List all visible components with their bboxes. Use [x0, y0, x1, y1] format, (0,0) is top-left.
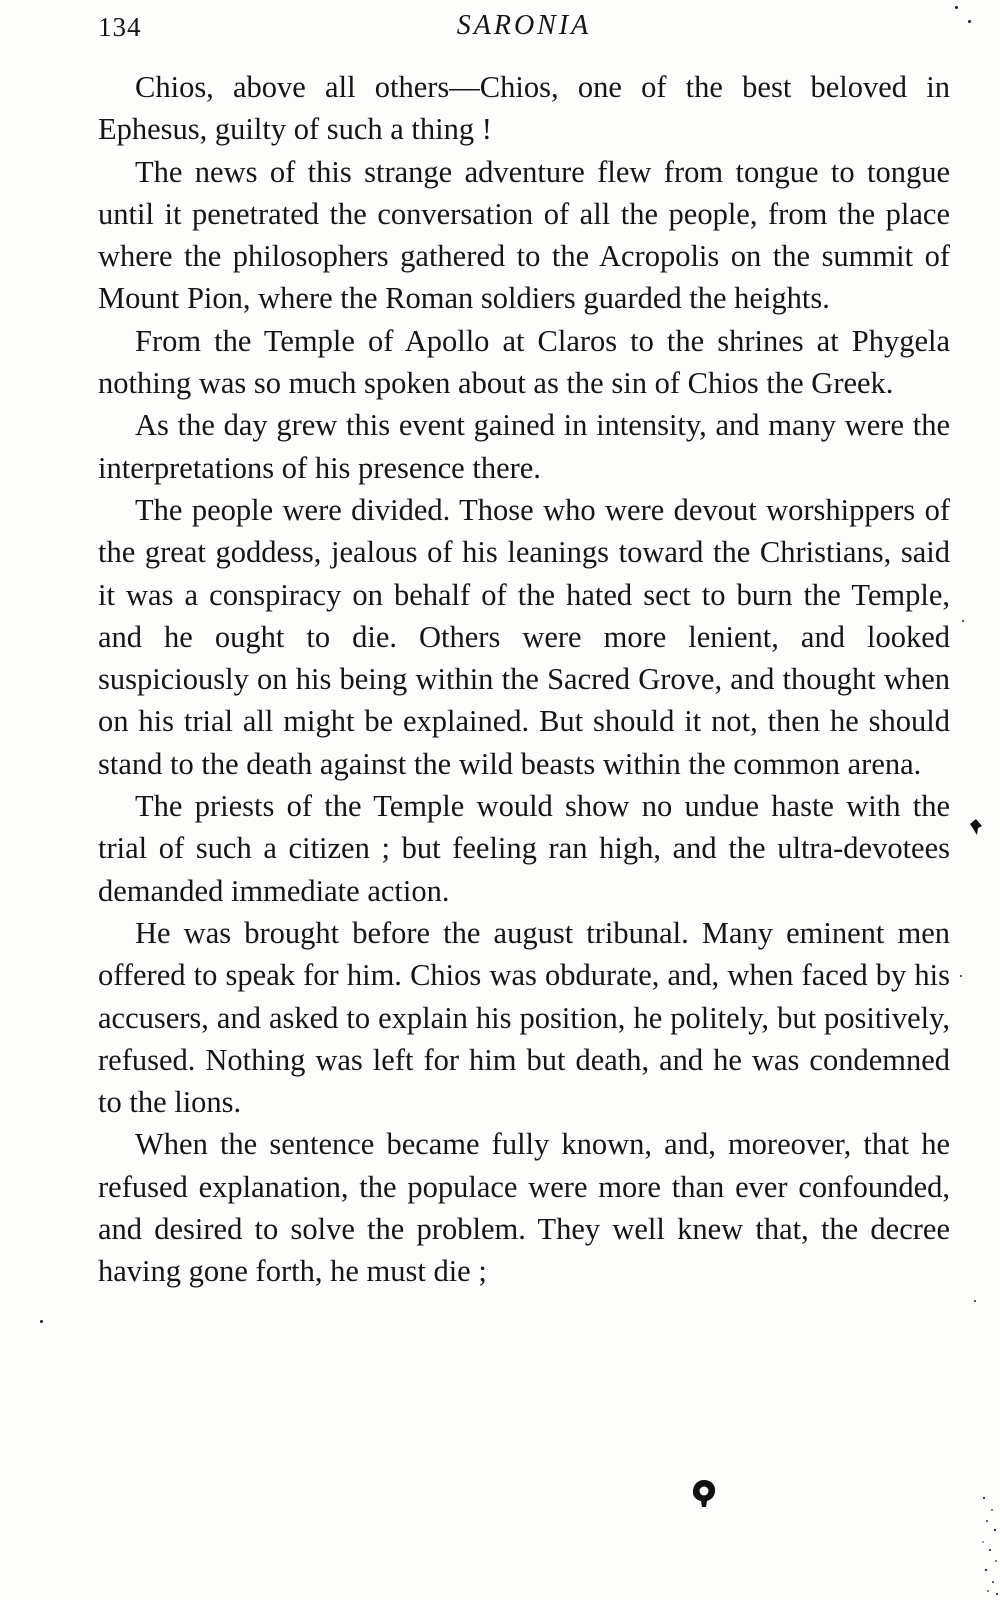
scan-speck	[974, 1300, 976, 1302]
paragraph: The people were divided. Those who were devout worshippers of the great goddess, jealous of his leanings toward the Christians, said it was a conspiracy on behalf of the hated sect to burn the Temple, and he ought to die. Others were more lenient, and looked suspiciously on his being within the Sacred Grove, and thought when on his trial all might be explained. But should it not, then he should stand to the death against the wild beasts within the common arena.	[98, 492, 950, 781]
paragraph: He was brought before the august tribunal. Many eminent men offered to speak for him. Chios was obdurate, and, when faced by his accusers, and asked to explain his position, he politely, but positively, refused. Nothing was left for him but death, and he was condemned to the lions.	[98, 915, 950, 1120]
paragraph: As the day grew this event gained in intensity, and many were the interpretations of his presence there.	[98, 408, 950, 485]
scan-speck	[40, 1320, 43, 1323]
scan-speck	[960, 975, 962, 977]
ink-blot-icon	[691, 1478, 717, 1508]
scan-edge-noise	[978, 1490, 1000, 1600]
margin-mark-icon	[969, 818, 983, 836]
scan-speck	[962, 620, 964, 622]
scan-speck	[955, 6, 958, 9]
paragraph: When the sentence became fully known, and, moreover, that he refused explanation, the populace were more than ever confounded, and desired to solve the problem. They well knew that, the decree having gone forth, he must die ;	[98, 1127, 950, 1289]
scan-speck	[968, 20, 971, 23]
paragraph: Chios, above all others—Chios, one of the best beloved in Ephesus, guilty of such a thing !	[98, 70, 950, 147]
body-text	[98, 66, 950, 1293]
page-header	[98, 6, 950, 46]
paragraph: The news of this strange adventure flew from tongue to tongue until it penetrated the conversation of all the people, from the place where the philosophers gathered to the Acropolis on the summit of Mount Pion, where the Roman soldiers guarded the heights.	[98, 154, 950, 316]
running-title: SARONIA	[456, 10, 592, 41]
paragraph: From the Temple of Apollo at Claros to the shrines at Phygela nothing was so much spoken about as the sin of Chios the Greek.	[98, 323, 950, 401]
page-number: 134	[98, 12, 142, 42]
paragraph: The priests of the Temple would show no undue haste with the trial of such a citizen ; but feeling ran high, and the ultra-devotees demanded immediate action.	[98, 789, 950, 908]
